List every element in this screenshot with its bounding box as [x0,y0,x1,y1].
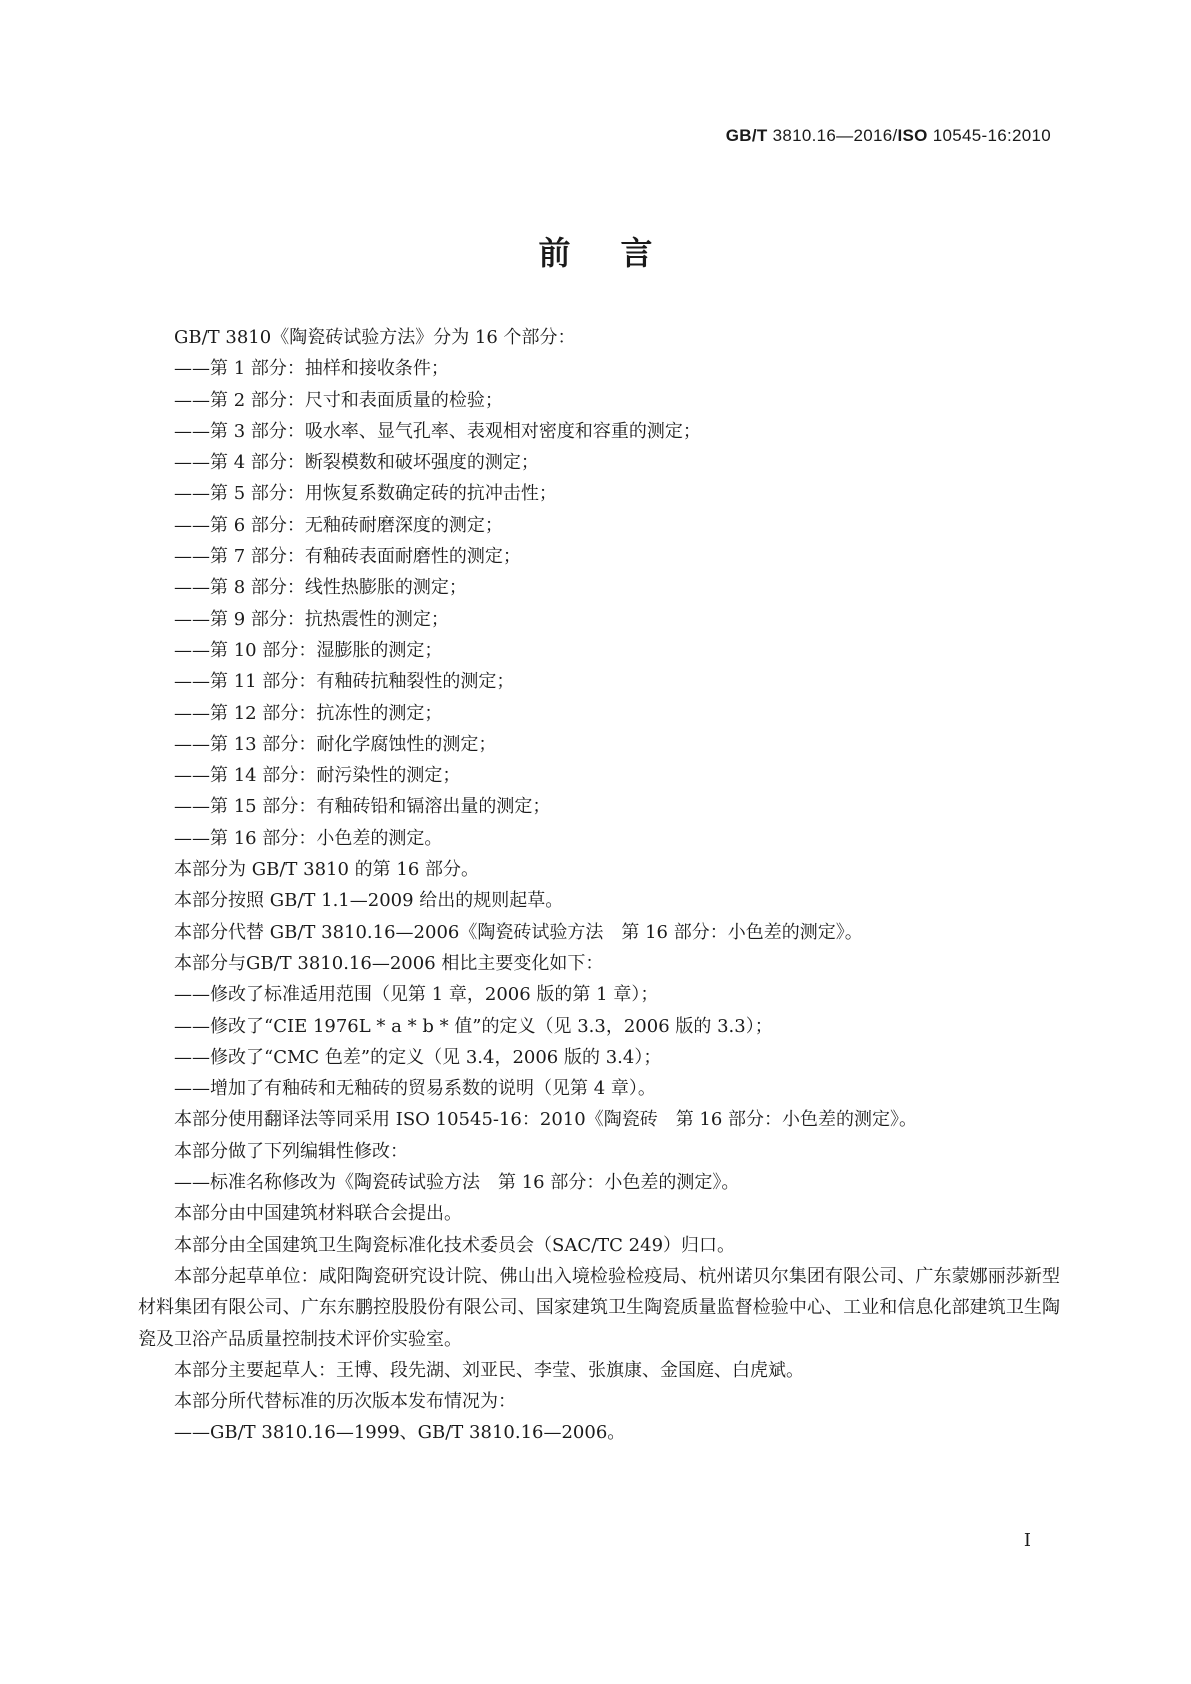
list-item: ——第 15 部分：有釉砖铅和镉溶出量的测定； [174,796,551,818]
list-item: ——第 9 部分：抗热震性的测定； [174,608,449,630]
list-item: ——第 10 部分：湿膨胀的测定； [174,639,443,661]
list-item: ——第 13 部分：耐化学腐蚀性的测定； [174,733,497,755]
list-item: ——增加了有釉砖和无釉砖的贸易系数的说明（见第 4 章）。 [174,1078,656,1100]
text-line: 本部分与GB/T 3810.16—2006 相比主要变化如下： [174,952,604,974]
text-line: 本部分使用翻译法等同采用 ISO 10545-16：2010《陶瓷砖 第 16 部分：小色差的测定》。 [174,1109,918,1131]
list-item: ——GB/T 3810.16—1999、GB/T 3810.16—2006。 [174,1422,626,1444]
code-number: 3810.16—2016/ [767,126,898,145]
list-item: ——第 11 部分：有釉砖抗釉裂性的测定； [174,671,515,693]
list-item: ——第 4 部分：断裂模数和破坏强度的测定； [174,452,539,474]
page-title: 前言 [538,234,703,272]
text-line: 本部分按照 GB/T 1.1—2009 给出的规则起草。 [174,890,564,912]
list-item: ——第 8 部分：线性热膨胀的测定； [174,577,467,599]
code-iso-number: 10545-16:2010 [927,126,1051,145]
list-item: ——修改了“CMC 色差”的定义（见 3.4，2006 版的 3.4）； [174,1046,662,1068]
text-line: 本部分所代替标准的历次版本发布情况为： [174,1391,516,1413]
text-line: 本部分为 GB/T 3810 的第 16 部分。 [174,859,479,881]
list-item: ——第 7 部分：有釉砖表面耐磨性的测定； [174,546,521,568]
list-item: ——第 5 部分：用恢复系数确定砖的抗冲击性； [174,483,557,505]
list-item: ——第 1 部分：抽样和接收条件； [174,358,449,380]
list-item: ——第 14 部分：耐污染性的测定； [174,765,461,787]
list-item: ——第 16 部分：小色差的测定。 [174,827,443,849]
text-line: 本部分由中国建筑材料联合会提出。 [174,1203,462,1225]
list-item: ——修改了“CIE 1976L * a * b * 值”的定义（见 3.3，2006 版的 3.3）； [174,1015,773,1037]
list-item: ——标准名称修改为《陶瓷砖试验方法 第 16 部分：小色差的测定》。 [174,1172,740,1194]
list-item: ——第 3 部分：吸水率、显气孔率、表观相对密度和容重的测定； [174,420,701,442]
text-line: 本部分代替 GB/T 3810.16—2006《陶瓷砖试验方法 第 16 部分：小色差的测定》。 [174,921,863,943]
list-item: ——第 6 部分：无釉砖耐磨深度的测定； [174,514,503,536]
code-iso: ISO [897,126,928,145]
list-item: ——修改了标准适用范围（见第 1 章，2006 版的第 1 章）； [174,984,659,1006]
drafting-units-paragraph: 本部分起草单位：咸阳陶瓷研究设计院、佛山出入境检验检疫局、杭州诺贝尔集团有限公司、广东蒙娜丽莎新型材料集团有限公司、广东东鹏控股股份有限公司、国家建筑卫生陶瓷质量监督检验中心、工业和信息化部建筑卫生陶瓷及卫浴产品质量控制技术评价实验室。 [138,1265,1060,1350]
standard-code-header [726,126,1051,146]
text-line: 本部分由全国建筑卫生陶瓷标准化技术委员会（SAC/TC 249）归口。 [174,1234,736,1256]
text-line: GB/T 3810《陶瓷砖试验方法》分为 16 个部分： [174,327,576,348]
list-item: ——第 2 部分：尺寸和表面质量的检验； [174,389,503,411]
text-line: 本部分主要起草人：王博、段先湖、刘亚民、李莹、张旗康、金国庭、白虎斌。 [174,1359,804,1381]
code-prefix: GB/T [725,126,768,145]
page-number: I [1023,1530,1031,1551]
text-line: 本部分做了下列编辑性修改： [174,1140,408,1162]
list-item: ——第 12 部分：抗冻性的测定； [174,702,443,724]
document-body [138,322,1060,1449]
